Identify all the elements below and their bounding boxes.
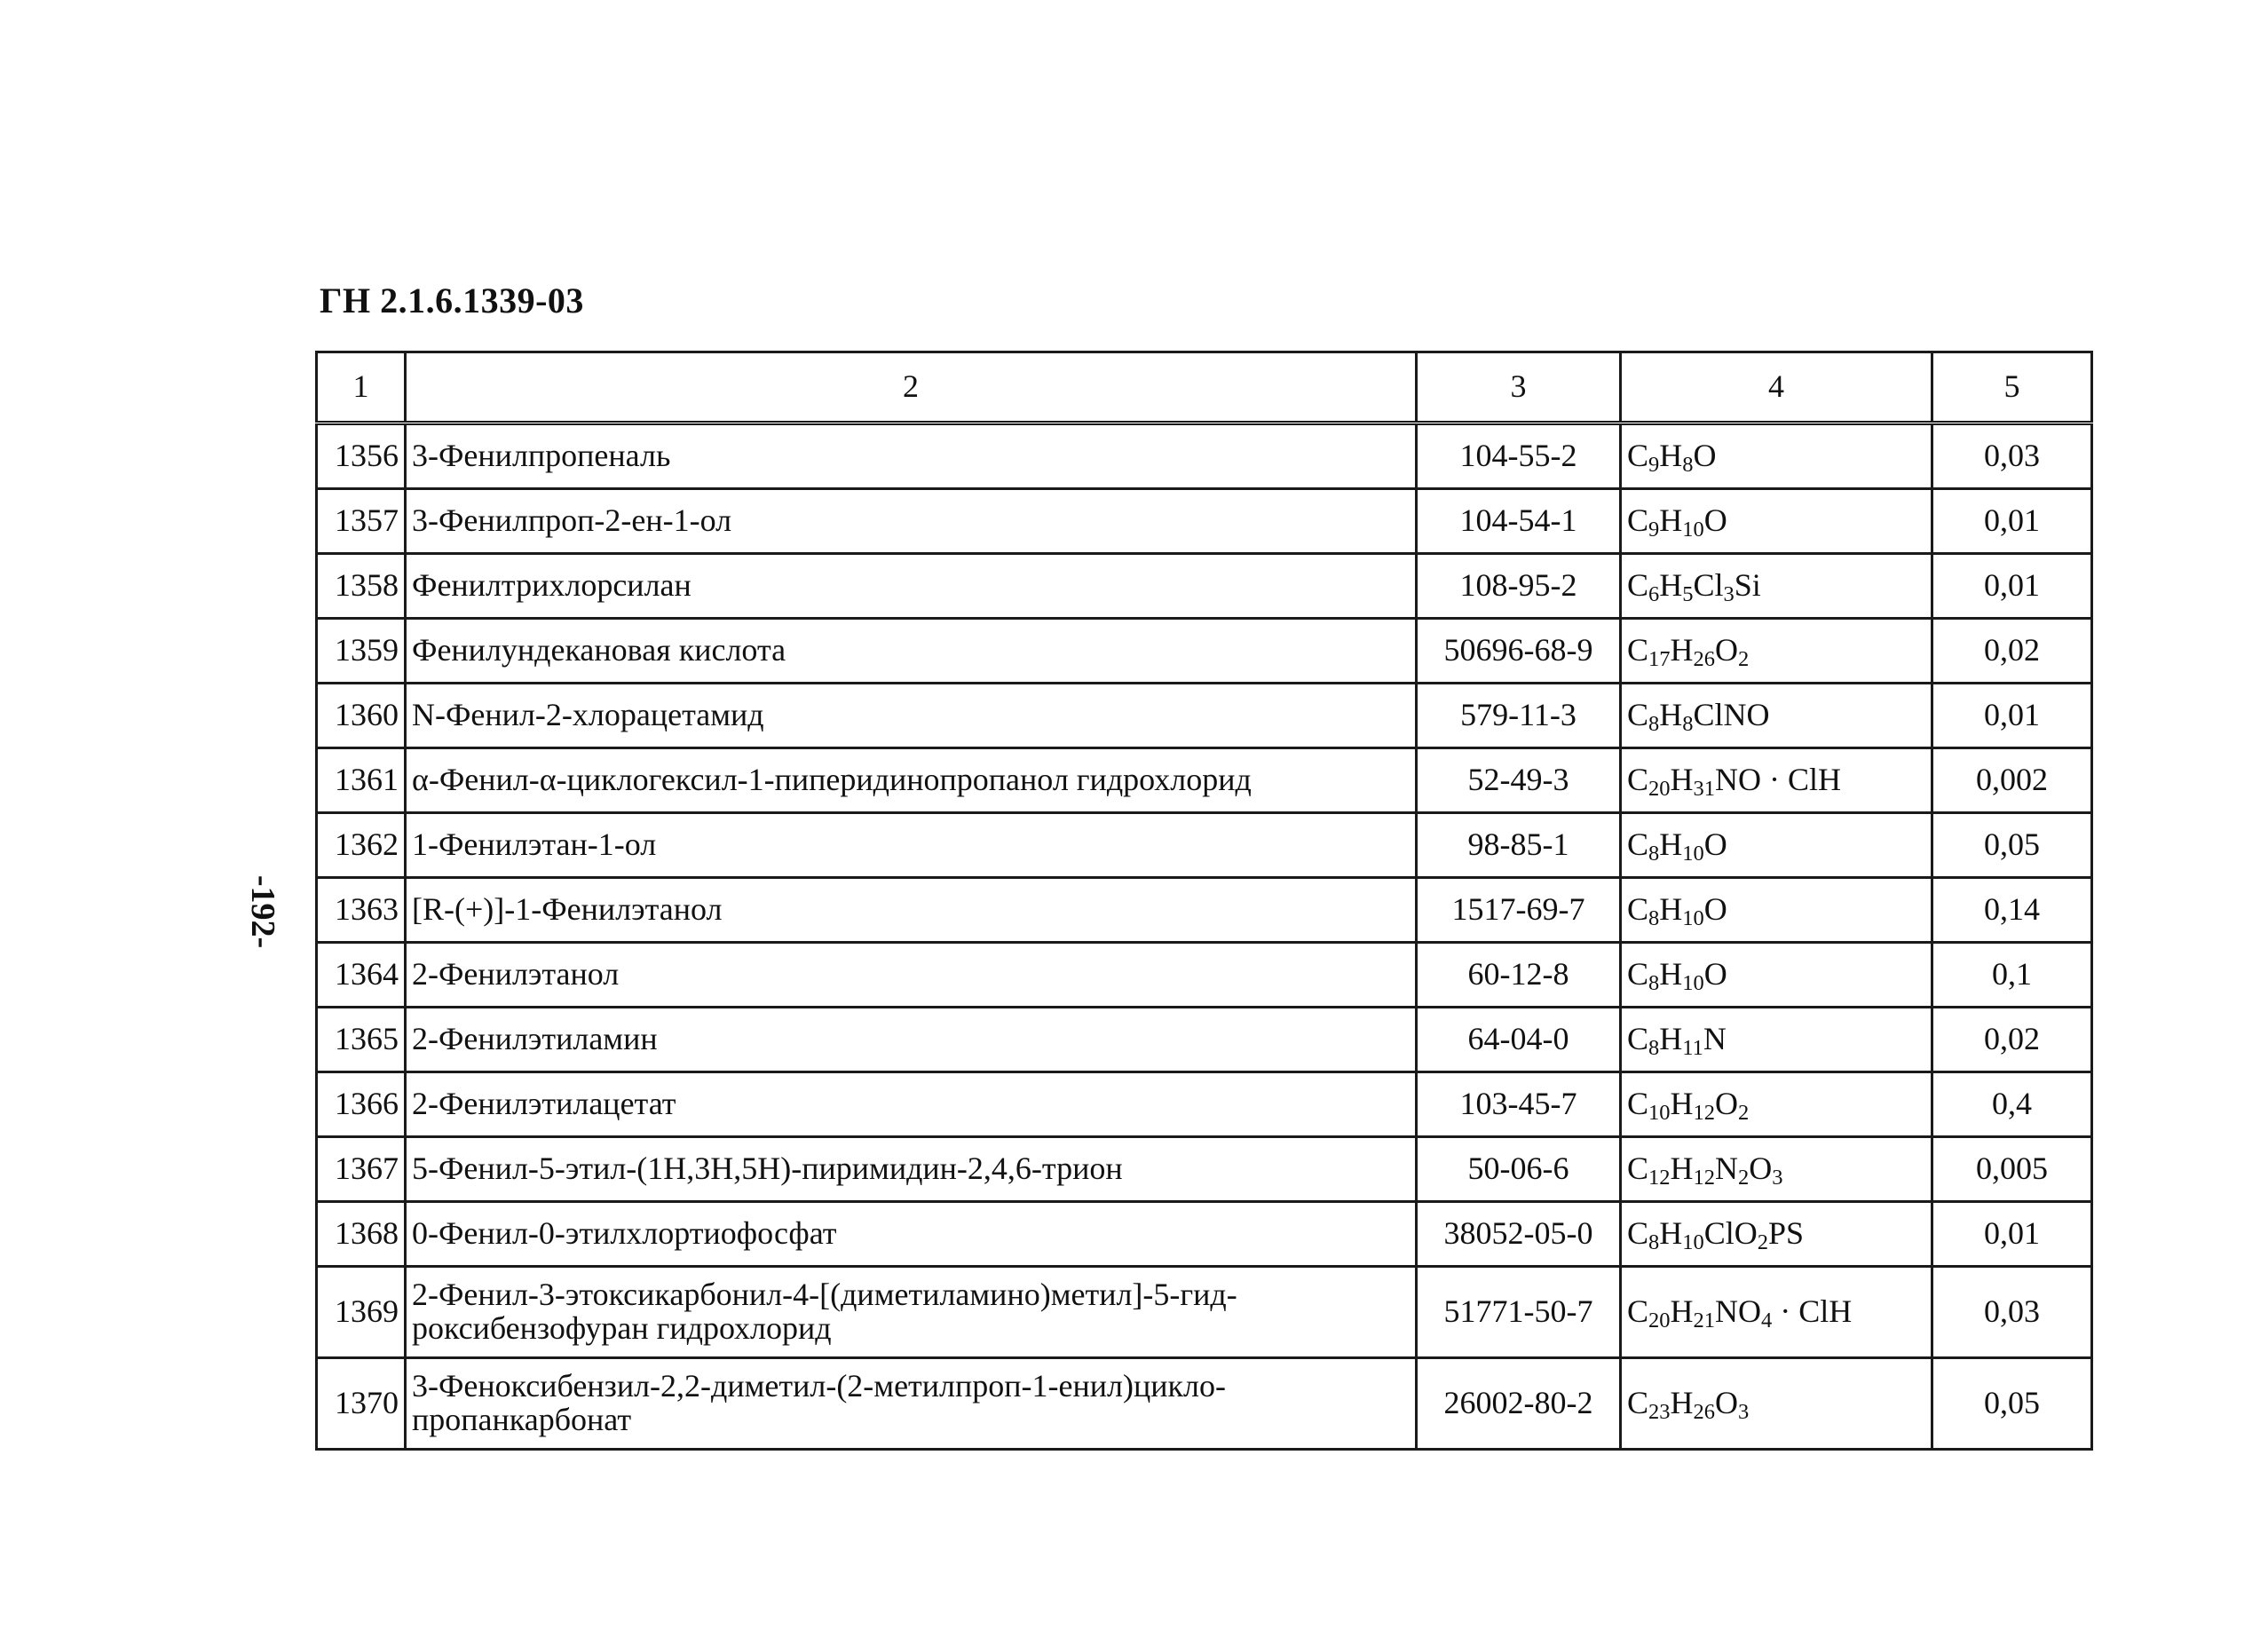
substance-name xyxy=(406,619,1417,684)
table-row xyxy=(317,1008,2092,1072)
formula-text: $C_8H_{10}O$ xyxy=(1627,956,1727,996)
substance-name-line: N-Фенил-2-хлорацетамид xyxy=(412,697,764,733)
concentration-value: 0,03 xyxy=(1932,1267,2092,1358)
table-row xyxy=(317,813,2092,878)
cas-number: 26002-80-2 xyxy=(1417,1358,1621,1450)
concentration-value: 0,01 xyxy=(1932,684,2092,748)
page-number: -192- xyxy=(244,874,282,949)
substance-name-line: Фенилтрихлорсилан xyxy=(412,567,691,604)
substance-name-line: 3-Феноксибензил-2,2-диметил-(2-метилпроп-1-енил)цикло- xyxy=(412,1368,1226,1404)
row-number: 1370 xyxy=(317,1358,406,1450)
concentration-value: 0,02 xyxy=(1932,1008,2092,1072)
substance-name xyxy=(406,1072,1417,1137)
substance-name xyxy=(406,1137,1417,1202)
substance-name-line: 2-Фенилэтанол xyxy=(412,956,620,992)
chemical-formula xyxy=(1621,619,1932,684)
formula-text: $C_{10}H_{12}O_2$ xyxy=(1627,1086,1750,1126)
substance-name xyxy=(406,813,1417,878)
substance-name-line: 2-Фенил-3-этоксикарбонил-4-[(диметиламино)метил]-5-гид- xyxy=(412,1277,1237,1313)
substance-name-line: роксибензофуран гидрохлорид xyxy=(412,1310,832,1346)
substance-name-line: Фенилундекановая кислота xyxy=(412,632,786,668)
chemical-formula xyxy=(1621,1072,1932,1137)
table-row xyxy=(317,878,2092,943)
substance-name-line: 5-Фенил-5-этил-(1H,3H,5H)-пиримидин-2,4,6-трион xyxy=(412,1151,1123,1187)
chemical-formula xyxy=(1621,748,1932,813)
substance-name-line: 3-Фенилпроп-2-ен-1-ол xyxy=(412,502,732,539)
cas-number: 51771-50-7 xyxy=(1417,1267,1621,1358)
cas-number: 60-12-8 xyxy=(1417,943,1621,1008)
table-row xyxy=(317,554,2092,619)
concentration-value: 0,1 xyxy=(1932,943,2092,1008)
substance-name xyxy=(406,748,1417,813)
header-col-4: 4 xyxy=(1621,352,1932,423)
cas-number: 1517-69-7 xyxy=(1417,878,1621,943)
chemical-formula xyxy=(1621,489,1932,554)
row-number: 1361 xyxy=(317,748,406,813)
document-code: ГН 2.1.6.1339-03 xyxy=(320,281,584,320)
concentration-value: 0,02 xyxy=(1932,619,2092,684)
substance-name xyxy=(406,554,1417,619)
cas-number: 64-04-0 xyxy=(1417,1008,1621,1072)
chemical-formula xyxy=(1621,943,1932,1008)
header-col-1: 1 xyxy=(317,352,406,423)
formula-text: $C_9H_{10}O$ xyxy=(1627,502,1727,542)
substance-name-line: 2-Фенилэтиламин xyxy=(412,1021,658,1057)
table-row xyxy=(317,1072,2092,1137)
cas-number: 38052-05-0 xyxy=(1417,1202,1621,1267)
concentration-value: 0,005 xyxy=(1932,1137,2092,1202)
table-row xyxy=(317,619,2092,684)
row-number: 1363 xyxy=(317,878,406,943)
formula-text: $C_8H_8ClNO$ xyxy=(1627,697,1770,737)
chemical-formula xyxy=(1621,1267,1932,1358)
substance-name xyxy=(406,684,1417,748)
chemical-formula xyxy=(1621,1008,1932,1072)
concentration-value: 0,01 xyxy=(1932,1202,2092,1267)
concentration-value: 0,01 xyxy=(1932,489,2092,554)
cas-number: 104-54-1 xyxy=(1417,489,1621,554)
concentration-value: 0,05 xyxy=(1932,813,2092,878)
chemical-formula xyxy=(1621,554,1932,619)
concentration-value: 0,14 xyxy=(1932,878,2092,943)
cas-number: 52-49-3 xyxy=(1417,748,1621,813)
row-number: 1367 xyxy=(317,1137,406,1202)
substance-name-line: 3-Фенилпропеналь xyxy=(412,438,671,474)
row-number: 1359 xyxy=(317,619,406,684)
row-number: 1356 xyxy=(317,423,406,489)
chemical-formula xyxy=(1621,423,1932,489)
formula-text: $C_{20}H_{21}NO_4$ · ClH xyxy=(1627,1293,1853,1333)
row-number: 1366 xyxy=(317,1072,406,1137)
chemical-formula xyxy=(1621,813,1932,878)
cas-number: 108-95-2 xyxy=(1417,554,1621,619)
substance-name xyxy=(406,423,1417,489)
formula-text: $C_9H_8O$ xyxy=(1627,438,1717,478)
table-row xyxy=(317,423,2092,489)
table-body xyxy=(317,423,2092,1450)
substance-name-line: пропанкарбонат xyxy=(412,1402,632,1437)
cas-number: 50696-68-9 xyxy=(1417,619,1621,684)
substance-name-line: 1-Фенилэтан-1-ол xyxy=(412,826,657,863)
substance-name xyxy=(406,489,1417,554)
table-row xyxy=(317,489,2092,554)
chemical-formula xyxy=(1621,684,1932,748)
formula-text: $C_8H_{10}O$ xyxy=(1627,826,1727,866)
substance-name xyxy=(406,878,1417,943)
row-number: 1360 xyxy=(317,684,406,748)
formula-text: $C_{23}H_{26}O_3$ xyxy=(1627,1385,1750,1425)
table-row xyxy=(317,1202,2092,1267)
substance-name xyxy=(406,1267,1417,1358)
chemical-formula xyxy=(1621,1202,1932,1267)
row-number: 1365 xyxy=(317,1008,406,1072)
table-row xyxy=(317,943,2092,1008)
table-row xyxy=(317,1137,2092,1202)
formula-text: $C_{20}H_{31}NO$ · ClH xyxy=(1627,762,1841,802)
row-number: 1364 xyxy=(317,943,406,1008)
formula-text: $C_8H_{11}N$ xyxy=(1627,1021,1727,1061)
formula-text: $C_6H_5Cl_3Si$ xyxy=(1627,567,1761,607)
substance-name xyxy=(406,1358,1417,1450)
formula-text: $C_8H_{10}ClO_2PS$ xyxy=(1627,1215,1805,1255)
row-number: 1368 xyxy=(317,1202,406,1267)
chemical-formula xyxy=(1621,1137,1932,1202)
row-number: 1362 xyxy=(317,813,406,878)
table-row xyxy=(317,1358,2092,1450)
header-row xyxy=(317,352,2092,423)
table-header xyxy=(317,352,2092,423)
cas-number: 50-06-6 xyxy=(1417,1137,1621,1202)
formula-text: $C_{17}H_{26}O_2$ xyxy=(1627,632,1750,672)
cas-number: 579-11-3 xyxy=(1417,684,1621,748)
formula-text: $C_8H_{10}O$ xyxy=(1627,891,1727,931)
table-row xyxy=(317,684,2092,748)
cas-number: 98-85-1 xyxy=(1417,813,1621,878)
chemical-formula xyxy=(1621,1358,1932,1450)
concentration-value: 0,4 xyxy=(1932,1072,2092,1137)
substance-name xyxy=(406,1008,1417,1072)
concentration-value: 0,03 xyxy=(1932,423,2092,489)
table-row xyxy=(317,1267,2092,1358)
cas-number: 104-55-2 xyxy=(1417,423,1621,489)
header-col-5: 5 xyxy=(1932,352,2092,423)
concentration-value: 0,05 xyxy=(1932,1358,2092,1450)
formula-text: $C_{12}H_{12}N_2O_3$ xyxy=(1627,1151,1783,1190)
substance-name-line: α-Фенил-α-циклогексил-1-пиперидинопропанол гидрохлорид xyxy=(412,762,1252,798)
concentration-value: 0,002 xyxy=(1932,748,2092,813)
substance-name xyxy=(406,1202,1417,1267)
chemical-formula xyxy=(1621,878,1932,943)
row-number: 1369 xyxy=(317,1267,406,1358)
row-number: 1358 xyxy=(317,554,406,619)
row-number: 1357 xyxy=(317,489,406,554)
substance-name-line: [R-(+)]-1-Фенилэтанол xyxy=(412,891,723,928)
concentration-value: 0,01 xyxy=(1932,554,2092,619)
table-row xyxy=(317,748,2092,813)
substances-table xyxy=(315,351,2093,1451)
header-col-2: 2 xyxy=(406,352,1417,423)
substance-name xyxy=(406,943,1417,1008)
cas-number: 103-45-7 xyxy=(1417,1072,1621,1137)
header-col-3: 3 xyxy=(1417,352,1621,423)
substance-name-line: 2-Фенилэтилацетат xyxy=(412,1086,676,1122)
substance-name-line: 0-Фенил-0-этилхлортиофосфат xyxy=(412,1215,837,1252)
